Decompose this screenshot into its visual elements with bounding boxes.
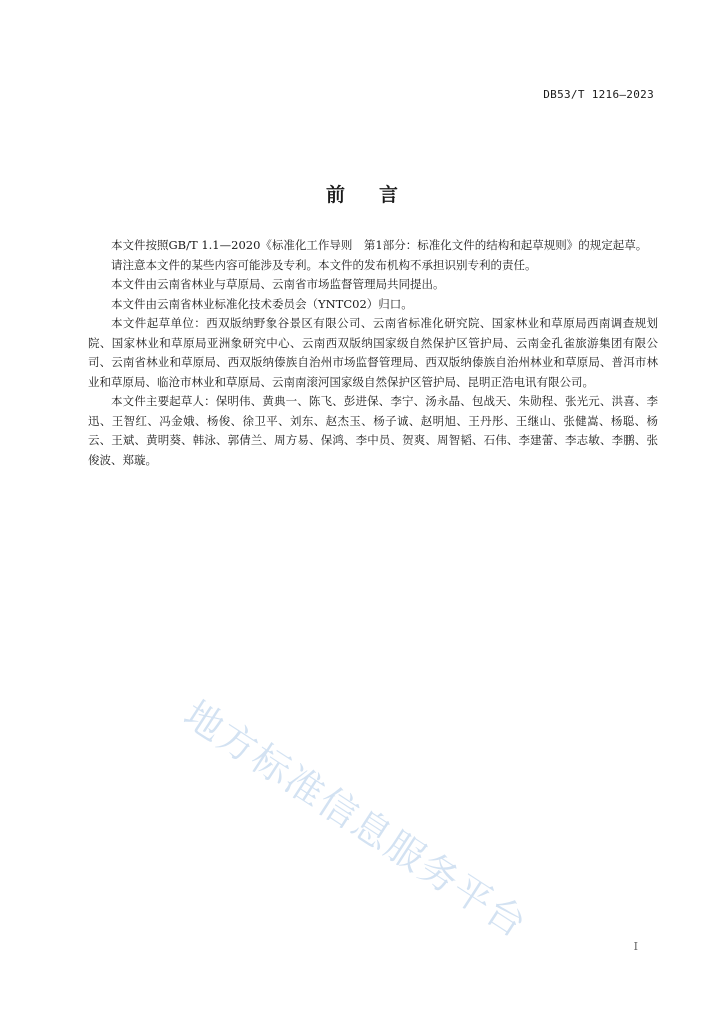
document-code: DB53/T 1216—2023 bbox=[543, 88, 654, 101]
paragraph-committee: 本文件由云南省林业标准化技术委员会（YNTC02）归口。 bbox=[111, 296, 413, 311]
paragraph-drafting-rules: 本文件按照GB/T 1.1—2020《标准化工作导则 第1部分：标准化文件的结构和起草规则》的规定起草。 bbox=[111, 238, 648, 252]
page-number: I bbox=[633, 940, 638, 953]
page-title bbox=[0, 180, 724, 207]
title-char-1: 前 bbox=[325, 184, 345, 206]
foreword-body bbox=[88, 236, 658, 470]
paragraph-patent-notice: 请注意本文件的某些内容可能涉及专利。本文件的发布机构不承担识别专利的责任。 bbox=[111, 257, 537, 272]
watermark: 地方标准信息服务平台 bbox=[176, 691, 536, 947]
paragraph-drafting-units: 本文件起草单位：西双版纳野象谷景区有限公司、云南省标准化研究院、国家林业和草原局西南调查规划院、国家林业和草原局亚洲象研究中心、云南西双版纳国家级自然保护区管护局、云南金孔雀旅游集团有限公司、云南省林业和草原局、西双版纳傣族自治州市场监督管理局、西双版纳傣族自治州林业和草原局、普洱市林业和草原局、临沧市林业和草原局、云南南滚河国家级自然保护区管护局、昆明正浩电讯有限公司。 bbox=[88, 316, 658, 389]
title-char-2: 言 bbox=[379, 184, 399, 206]
paragraph-drafters: 本文件主要起草人：保明伟、黄典一、陈飞、彭进保、李宁、汤永晶、包战天、朱勋程、张光元、洪喜、李迅、王智红、冯金娥、杨俊、徐卫平、刘东、赵杰玉、杨子诚、赵明旭、王丹彤、王继山、张健嵩、杨聪、杨云、王斌、黄明葵、韩泳、郭倩兰、周方易、保鸿、李中员、贺爽、周智韬、石伟、李建蕾、李志敏、李鹏、张俊波、郑璇。 bbox=[88, 394, 658, 467]
paragraph-proposer: 本文件由云南省林业与草原局、云南省市场监督管理局共同提出。 bbox=[111, 277, 445, 291]
